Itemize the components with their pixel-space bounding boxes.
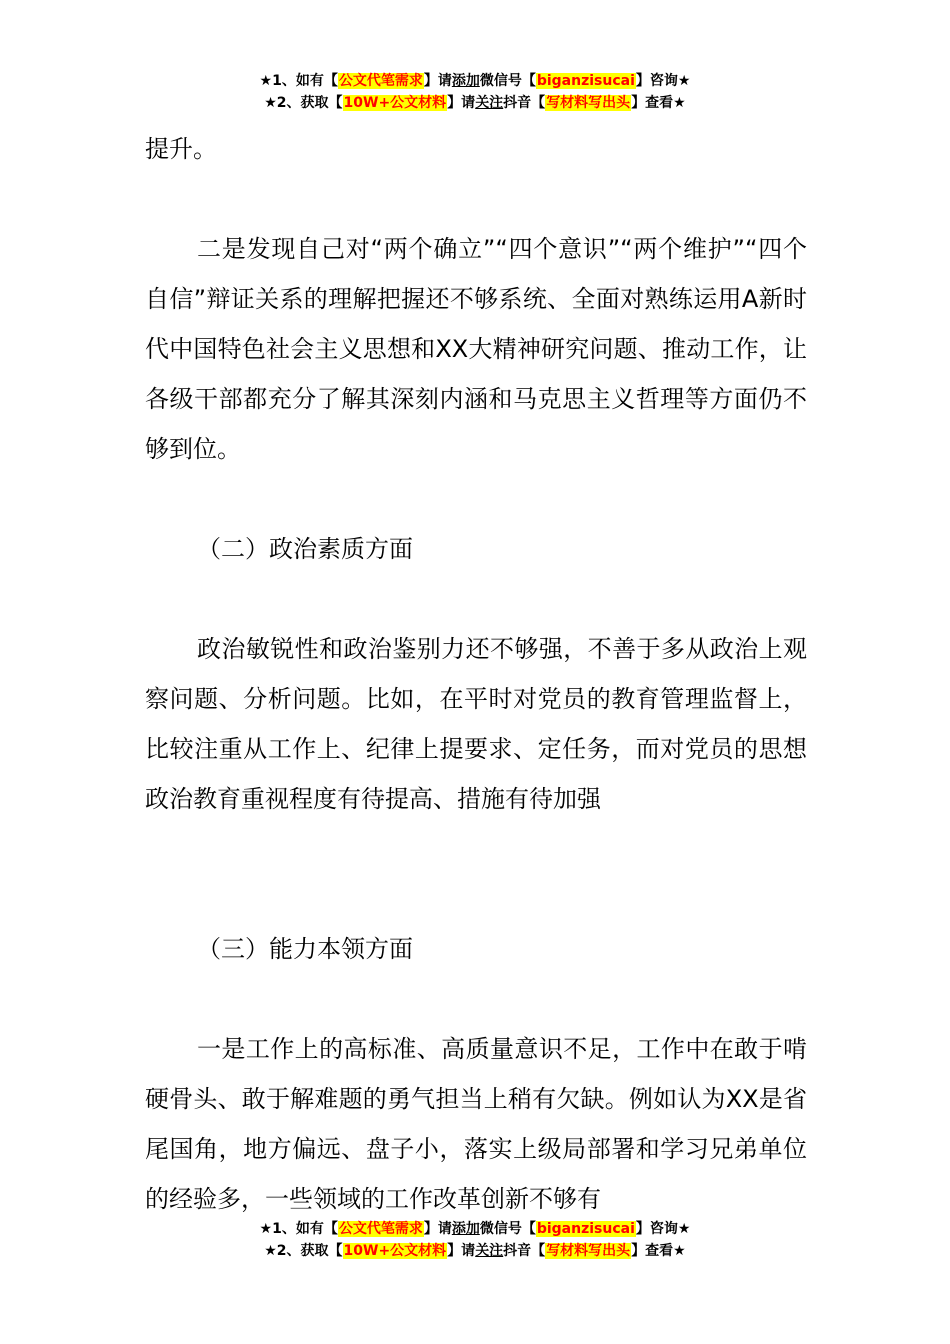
banner-text: 】请 <box>447 95 476 111</box>
banner-text: 】请 <box>423 73 452 89</box>
banner-text: ★1、如有【 <box>259 1221 338 1237</box>
banner-line-1 <box>0 1218 950 1240</box>
banner-line-2 <box>0 1240 950 1262</box>
banner-highlight: biganzisucai <box>536 1221 635 1237</box>
header-banner <box>0 70 950 114</box>
banner-text: 微信号【 <box>479 1221 536 1237</box>
spacer <box>145 824 807 924</box>
paragraph-4: 一是工作上的高标准、高质量意识不足，工作中在敢于啃硬骨头、敢于解难题的勇气担当上稍有欠缺。例如认为XX是省尾国角，地方偏远、盘子小，落实上级局部署和学习兄弟单位的经验多，一些领域的工作改革创新不够有 <box>145 1035 807 1213</box>
paragraph-1: 提升。 <box>145 135 217 163</box>
spacer <box>145 974 807 1024</box>
banner-text: 】查看★ <box>631 95 686 111</box>
paragraph-3: 政治敏锐性和政治鉴别力还不够强，不善于多从政治上观察问题、分析问题。比如，在平时对党员的教育管理监督上，比较注重从工作上、纪律上提要求、定任务，而对党员的思想政治教育重视程度有待提高、措施有待加强 <box>145 635 807 813</box>
paragraph-2: 二是发现自己对“两个确立”“四个意识”“两个维护”“四个自信”辩证关系的理解把握还不够系统、全面对熟练运用A新时代中国特色社会主义思想和XX大精神研究问题、推动工作，让各级干部都充分了解其深刻内涵和马克思主义哲理等方面仍不够到位。 <box>145 235 807 463</box>
banner-text: 】咨询★ <box>635 73 691 89</box>
banner-text: 抖音【 <box>503 1243 546 1259</box>
banner-underline: 添加 <box>451 1221 480 1237</box>
banner-text: 】请 <box>447 1243 476 1259</box>
section-heading-3: （三）能力本领方面 <box>197 935 413 963</box>
banner-highlight: 10W+公文材料 <box>343 95 447 111</box>
banner-highlight: 公文代笔需求 <box>338 1221 423 1237</box>
banner-highlight: 公文代笔需求 <box>338 73 423 89</box>
banner-text: 微信号【 <box>479 73 536 89</box>
footer-banner <box>0 1218 950 1262</box>
banner-highlight: biganzisucai <box>536 73 635 89</box>
banner-text: 抖音【 <box>503 95 546 111</box>
banner-line-2 <box>0 92 950 114</box>
banner-text: 】咨询★ <box>635 1221 691 1237</box>
spacer <box>145 474 807 524</box>
banner-underline: 关注 <box>475 95 504 111</box>
banner-text: ★2、获取【 <box>264 1243 343 1259</box>
section-heading-2: （二）政治素质方面 <box>197 535 413 563</box>
document-body <box>145 124 807 1224</box>
banner-text: ★2、获取【 <box>264 95 343 111</box>
banner-underline: 添加 <box>451 73 480 89</box>
banner-text: ★1、如有【 <box>259 73 338 89</box>
banner-underline: 关注 <box>475 1243 504 1259</box>
spacer <box>145 574 807 624</box>
banner-highlight: 写材料写出头 <box>546 1243 631 1259</box>
banner-line-1 <box>0 70 950 92</box>
banner-text: 】请 <box>423 1221 452 1237</box>
banner-highlight: 写材料写出头 <box>546 95 631 111</box>
banner-text: 】查看★ <box>631 1243 686 1259</box>
spacer <box>145 174 807 224</box>
banner-highlight: 10W+公文材料 <box>343 1243 447 1259</box>
